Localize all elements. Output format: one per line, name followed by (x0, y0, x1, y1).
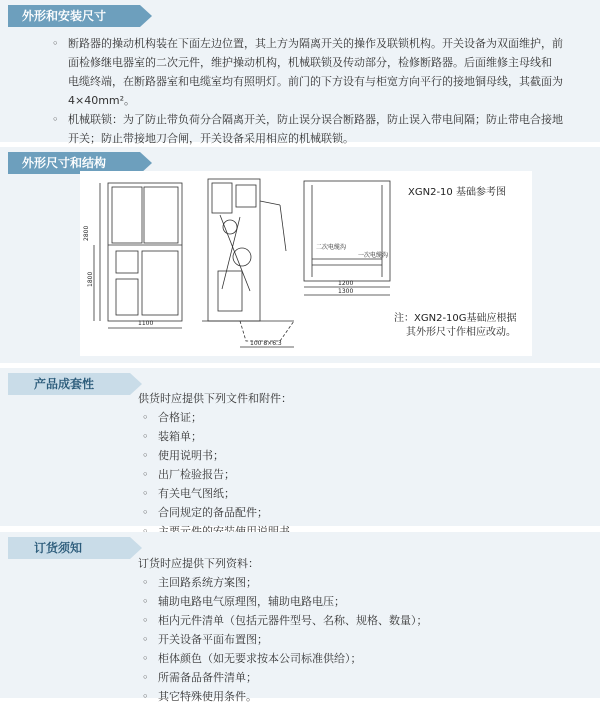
dim-1300: 1300 (338, 288, 354, 295)
figure-note-line-2: 其外形尺寸作相应改动。 (406, 327, 516, 338)
dim-2800: 2800 (83, 225, 90, 241)
list-item: ◦ 出厂检验报告； (142, 465, 301, 484)
completeness-intro: 供货时应提供下列文件和附件： (138, 392, 292, 405)
list-item: ◦ 装箱单； (142, 427, 301, 446)
label-secondary-trench: 二次电缆沟 (316, 244, 347, 251)
section-title-structure: 外形尺寸和结构 (22, 156, 107, 170)
dim-100: 100 8×6.3 (250, 340, 282, 347)
list-item: ◦ 有关电气图纸； (142, 484, 301, 503)
cabinet-drawing (80, 171, 532, 356)
list-item: ◦ 辅助电路电气原理图，辅助电路电压； (142, 592, 428, 611)
install-description-list (52, 34, 592, 148)
list-item: ◦ 柜体颜色（如无要求按本公司标准供给）； (142, 649, 428, 668)
section-tab-completeness (8, 373, 130, 395)
list-item: ◦ 开关设备平面布置图； (142, 630, 428, 649)
product-completeness-panel (0, 368, 600, 526)
list-item: ◦ 主回路系统方案图； (142, 573, 428, 592)
list-item-operating-mechanism (52, 34, 592, 110)
ordering-intro: 订货时应提供下列资料： (138, 557, 259, 570)
section-tab-ordering (8, 537, 130, 559)
list-item: ◦ 合格证； (142, 408, 301, 427)
section-title-install: 外形和安装尺寸 (22, 9, 107, 23)
ordering-notes-panel (0, 532, 600, 703)
label-primary-trench: 一次电缆沟 (358, 252, 389, 259)
section-tab-install (8, 5, 140, 27)
section-title-ordering: 订货须知 (34, 541, 83, 555)
dim-1200: 1200 (338, 280, 354, 287)
foundation-reference-title: XGN2-10 基础参考图 (408, 187, 506, 198)
list-item: ◦ 所需备品备件清单； (142, 668, 428, 687)
paragraph-line: 4×40mm²。 (68, 94, 136, 107)
figure-note-line-1: 注：XGN2-10G基础应根据 (394, 313, 517, 324)
ordering-list (142, 573, 428, 706)
list-item: ◦ 其它特殊使用条件。 (142, 687, 428, 706)
completeness-list (142, 408, 301, 541)
list-item: ◦ 使用说明书； (142, 446, 301, 465)
paragraph-line: 电缆终端，在断路器室和电缆室均有照明灯。前门的下方设有与柜宽方向平行的接地铜母线，其截面为 (68, 75, 563, 88)
section-title-completeness: 产品成套性 (34, 377, 95, 391)
paragraph-line: ◦ 机械联锁：为了防止带负荷分合隔离开关，防止误分误合断路器，防止误入带电间隔；防止带电合接地 (68, 113, 563, 126)
dim-1800: 1800 (87, 271, 94, 287)
list-item: ◦ 合同规定的备品配件； (142, 503, 301, 522)
paragraph-line: 面检修继电器室的二次元件，维护操动机构，机械联锁及传动部分，检修断路器。后面维修主母线和 (68, 56, 552, 69)
paragraph-line: 开关；防止带接地刀合闸，开关设备采用相应的机械联锁。 (68, 132, 354, 145)
install-dimensions-panel (0, 0, 600, 145)
paragraph-line: ◦ 断路器的操动机构装在下面左边位置，其上方为隔离开关的操作及联锁机构。开关设备为双面维护，前 (68, 37, 563, 50)
list-item-mechanical-interlock (52, 110, 592, 148)
list-item: ◦ 柜内元件清单（包括元器件型号、名称、规格、数量）； (142, 611, 428, 630)
dim-1100: 1100 (138, 320, 154, 327)
